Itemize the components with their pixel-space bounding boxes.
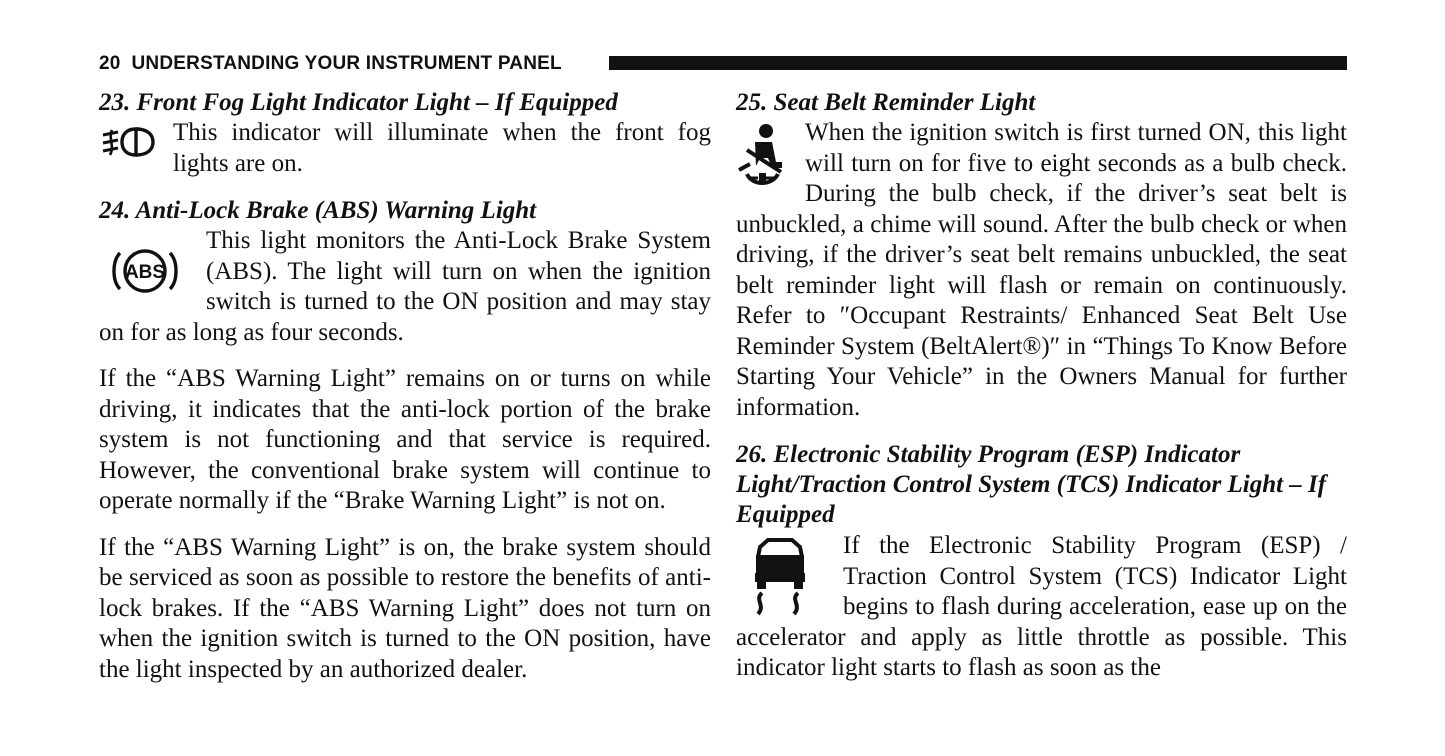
right-column xyxy=(736,88,1347,684)
section-26 xyxy=(736,531,1347,684)
section-23-title: 23. Front Fog Light Indicator Light – If Equipped xyxy=(99,89,618,116)
seat-belt-icon xyxy=(736,122,792,188)
abs-icon-text: ABS xyxy=(124,262,166,283)
section-24-para-2: If the “ABS Warning Light” is on, the brake system should be serviced as soon as possible to restore the benefits of anti-lock brakes. If the “ABS Warning Light” does not turn on when the ignition switch is turned to the ON position, have the light inspected by an authorized dealer. xyxy=(99,533,711,683)
left-column xyxy=(99,88,711,685)
header-bar xyxy=(609,56,1347,70)
section-25-title: 25. Seat Belt Reminder Light xyxy=(736,89,1036,116)
section-25-body: When the ignition switch is first turned ON, this light will turn on for five to eight seconds as a bulb check. During the bulb check, if the driver’s seat belt is unbuckled, a chime will sound. After the bulb check or when driving, if the driver’s seat belt remains unbuckled, the seat belt reminder light will flash or remain on continuously. Refer to ″Occupant Restraints/ Enhanced Seat Belt Use Reminder System (BeltAlert®)″ in “Things To Know Before Starting Your Vehicle” in the Owners Manual for further information. xyxy=(736,119,1347,421)
section-24-body: This light monitors the Anti-Lock Brake System (ABS). The light will turn on when the ignition switch is turned to the ON position and may stay on for as long as four seconds. xyxy=(99,227,711,346)
header-text xyxy=(99,53,562,75)
section-26-title: 26. Electronic Stability Program (ESP) Indicator Light/Traction Control System (TCS) Indicator Light – If Equipped xyxy=(736,441,1327,528)
page-header xyxy=(99,52,1347,78)
section-24-para-1: If the “ABS Warning Light” remains on or turns on while driving, it indicates that the anti-lock portion of the brake system is not functioning and that service is required. However, the conventional brake system will continue to operate normally if the “Brake Warning Light” is not on. xyxy=(99,365,711,514)
section-23 xyxy=(99,118,711,179)
esp-tcs-icon xyxy=(750,537,810,621)
abs-icon xyxy=(99,226,179,316)
section-24 xyxy=(99,226,711,348)
header-title: UNDERSTANDING YOUR INSTRUMENT PANEL xyxy=(131,53,562,74)
page-number: 20 xyxy=(99,53,121,74)
section-24-title: 24. Anti-Lock Brake (ABS) Warning Light xyxy=(99,197,537,224)
section-26-body: If the Electronic Stability Program (ESP) / Traction Control System (TCS) Indicator Light begins to flash during acceleration, ease up on the accelerator and apply as little throttle as possible. This indicator light starts to flash as soon as the xyxy=(736,532,1347,681)
section-25 xyxy=(736,118,1347,423)
front-fog-light-icon xyxy=(99,122,159,162)
section-23-body: This indicator will illuminate when the front fog lights are on. xyxy=(173,119,711,177)
